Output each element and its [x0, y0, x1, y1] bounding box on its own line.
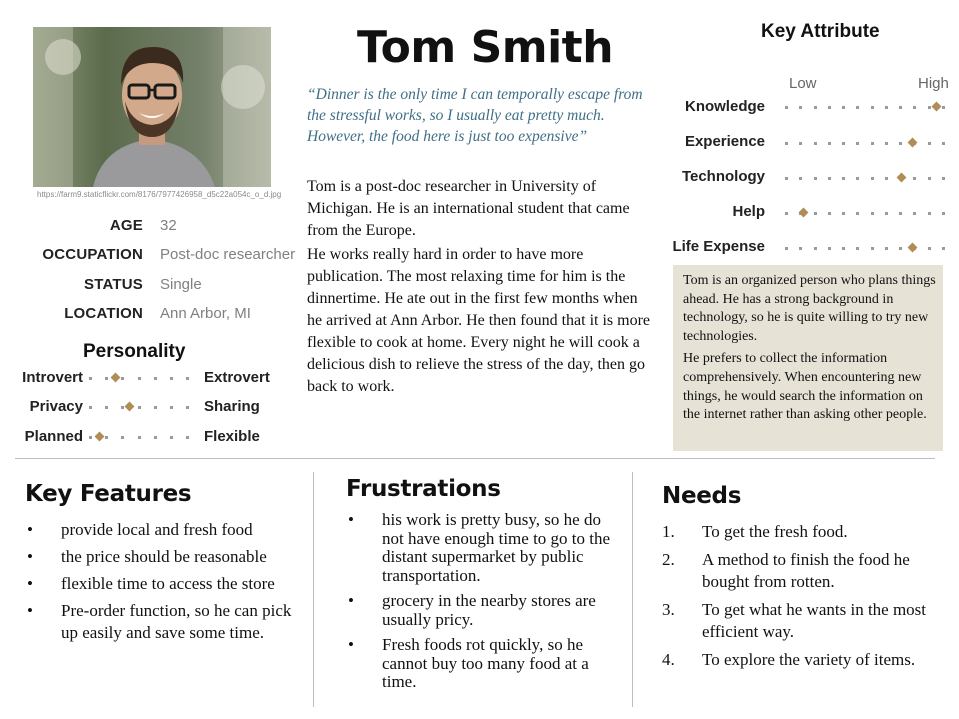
bullet-icon: •: [348, 510, 354, 529]
scale-dot: [842, 247, 845, 250]
scale-dot: [138, 436, 141, 439]
scale-dot: [170, 377, 173, 380]
scale-dot: [170, 436, 173, 439]
level-marker-icon: [111, 373, 121, 383]
persona-photo: [33, 27, 271, 187]
attribute-scale-help: [785, 208, 945, 220]
personality-scale-introvert: [89, 373, 189, 385]
list-item: • his work is pretty busy, so he do not have enough time to go to the distant supermarket by public transportation.: [348, 510, 611, 585]
scale-dot: [814, 177, 817, 180]
scale-dot: [89, 436, 92, 439]
scale-dot: [871, 177, 874, 180]
scale-dot: [154, 436, 157, 439]
scale-dot: [928, 212, 931, 215]
scale-dot: [785, 212, 788, 215]
scale-dot: [105, 377, 108, 380]
scale-dot: [856, 212, 859, 215]
personality-scale-planned: [89, 432, 189, 444]
scale-dot: [928, 247, 931, 250]
needs-list: [662, 521, 942, 671]
portrait-image: [33, 27, 271, 187]
scale-dot: [799, 247, 802, 250]
scale-dot: [913, 212, 916, 215]
scale-dot: [828, 106, 831, 109]
column-divider: [313, 472, 314, 707]
bullet-icon: •: [27, 547, 33, 566]
summary-paragraph: Tom is an organized person who plans things ahead. He has a strong background in technology, so he is quite willing to try new technologies.: [683, 273, 936, 344]
list-item: • Fresh foods rot quickly, so he cannot buy too many food at a time.: [348, 635, 589, 691]
level-marker-icon: [125, 402, 135, 412]
list-item: • grocery in the nearby stores are usually pricy.: [348, 591, 596, 629]
personality-left-label: Privacy: [29, 398, 83, 415]
photo-credit: https://farm9.staticflickr.com/8176/7977426958_d5c22a054c_o_d.jpg: [37, 190, 282, 199]
scale-dot: [186, 377, 189, 380]
scale-dot: [899, 247, 902, 250]
scale-dot: [842, 177, 845, 180]
persona-summary-box: [673, 265, 943, 451]
scale-dot: [814, 142, 817, 145]
bullet-icon: •: [348, 635, 354, 654]
scale-dot: [856, 142, 859, 145]
frustrations-list: [348, 510, 622, 692]
scale-dot: [89, 377, 92, 380]
age-value: 32: [160, 217, 177, 234]
horizontal-divider: [15, 458, 935, 459]
summary-paragraph: He prefers to collect the information comprehensively. When encountering new things, he would search the information on the internet rather than asking other people.: [683, 351, 927, 423]
list-item: • provide local and fresh food: [27, 520, 253, 539]
list-item: • flexible time to access the store: [27, 574, 275, 593]
scale-dot: [856, 177, 859, 180]
bullet-icon: •: [27, 520, 33, 539]
personality-right-label: Extrovert: [204, 369, 270, 386]
column-divider: [632, 472, 633, 707]
scale-dot: [885, 142, 888, 145]
scale-dot: [121, 377, 124, 380]
key-features-list: [27, 519, 301, 644]
scale-dot: [799, 106, 802, 109]
scale-dot: [856, 247, 859, 250]
scale-dot: [154, 377, 157, 380]
attribute-label-experience: Experience: [684, 133, 765, 150]
personality-title: Personality: [83, 341, 186, 362]
scale-dot: [89, 406, 92, 409]
scale-dot: [842, 212, 845, 215]
attribute-label-help: Help: [732, 203, 765, 220]
scale-high-label: High: [918, 75, 949, 92]
scale-dot: [828, 177, 831, 180]
location-value: Ann Arbor, MI: [160, 305, 251, 322]
personality-scale-privacy: [89, 402, 189, 414]
scale-dot: [138, 377, 141, 380]
scale-dot: [913, 106, 916, 109]
scale-dot: [942, 212, 945, 215]
scale-dot: [942, 177, 945, 180]
scale-dot: [899, 212, 902, 215]
scale-dot: [871, 247, 874, 250]
bio-paragraph: He works really hard in order to have more publication. The most relaxing time for him is the dinnertime. He ate out in the first few months when he arrived at Ann Arbor. He then found that it is more flexible to cook at home. Every night he will cook a delicious dish to relieve the stress of the day, then go back to work.: [307, 246, 651, 395]
list-item: • Pre-order function, so he can pick up easily and save some time.: [27, 601, 292, 642]
scale-dot: [785, 247, 788, 250]
persona-bio: [307, 176, 652, 400]
level-marker-icon: [799, 208, 809, 218]
bullet-icon: •: [27, 574, 33, 593]
level-marker-icon: [907, 138, 917, 148]
scale-dot: [899, 106, 902, 109]
attribute-label-life-expense: Life Expense: [672, 238, 765, 255]
scale-dot: [186, 436, 189, 439]
scale-dot: [885, 177, 888, 180]
scale-dot: [828, 212, 831, 215]
scale-dot: [186, 406, 189, 409]
scale-dot: [799, 142, 802, 145]
scale-dot: [928, 142, 931, 145]
frustrations-title: Frustrations: [346, 476, 501, 502]
scale-dot: [871, 106, 874, 109]
occupation-value: Post-doc researcher: [160, 246, 296, 263]
scale-dot: [942, 247, 945, 250]
list-item: 4. To explore the variety of items.: [662, 649, 916, 669]
scale-dot: [928, 177, 931, 180]
level-marker-icon: [907, 243, 917, 253]
scale-dot: [871, 142, 874, 145]
scale-dot: [105, 406, 108, 409]
attribute-label-technology: Technology: [681, 168, 765, 185]
level-marker-icon: [932, 102, 942, 112]
scale-dot: [942, 142, 945, 145]
scale-dot: [842, 106, 845, 109]
status-label: STATUS: [84, 276, 143, 293]
scale-dot: [885, 247, 888, 250]
occupation-label: OCCUPATION: [42, 246, 143, 263]
scale-dot: [871, 212, 874, 215]
attribute-scale-knowledge: [785, 102, 945, 114]
attribute-scale-life-expense: [785, 243, 945, 255]
bullet-icon: •: [27, 601, 33, 620]
scale-dot: [885, 106, 888, 109]
attribute-scale-technology: [785, 173, 945, 185]
scale-dot: [856, 106, 859, 109]
persona-quote: “Dinner is the only time I can temporally escape from the stressful works, so I usually eat pretty much. However, the food here is just too expensive”: [307, 86, 643, 145]
scale-dot: [138, 406, 141, 409]
personality-right-label: Flexible: [204, 428, 260, 445]
scale-dot: [105, 436, 108, 439]
persona-name: Tom Smith: [357, 22, 614, 73]
scale-dot: [785, 177, 788, 180]
location-label: LOCATION: [64, 305, 143, 322]
scale-dot: [913, 177, 916, 180]
status-value: Single: [160, 276, 202, 293]
scale-dot: [885, 212, 888, 215]
key-features-title: Key Features: [25, 481, 192, 507]
list-item: 1. To get the fresh food.: [662, 522, 848, 541]
scale-dot: [799, 177, 802, 180]
personality-left-label: Introvert: [22, 369, 83, 386]
scale-dot: [899, 142, 902, 145]
scale-dot: [814, 106, 817, 109]
scale-dot: [121, 436, 124, 439]
personality-right-label: Sharing: [204, 398, 260, 415]
scale-dot: [814, 247, 817, 250]
needs-title: Needs: [662, 483, 742, 509]
scale-dot: [785, 142, 788, 145]
level-marker-icon: [95, 432, 105, 442]
scale-dot: [928, 106, 931, 109]
age-label: AGE: [109, 217, 143, 234]
bio-paragraph: Tom is a post-doc researcher in University of Michigan. He is an international student that came from the Europe.: [307, 178, 630, 239]
list-item: 2. A method to finish the food he bought from rotten.: [662, 549, 910, 591]
level-marker-icon: [897, 173, 907, 183]
scale-dot: [170, 406, 173, 409]
scale-dot: [828, 247, 831, 250]
list-item: 3. To get what he wants in the most efficient way.: [662, 599, 927, 641]
attribute-scale-experience: [785, 138, 945, 150]
scale-dot: [814, 212, 817, 215]
bullet-icon: •: [348, 591, 354, 610]
scale-dot: [842, 142, 845, 145]
attribute-label-knowledge: Knowledge: [684, 98, 765, 115]
scale-dot: [154, 406, 157, 409]
personality-left-label: Planned: [24, 428, 83, 445]
scale-dot: [942, 106, 945, 109]
scale-dot: [828, 142, 831, 145]
scale-dot: [785, 106, 788, 109]
list-item: • the price should be reasonable: [27, 547, 267, 566]
scale-low-label: Low: [789, 75, 817, 92]
key-attribute-title: Key Attribute: [761, 21, 880, 42]
